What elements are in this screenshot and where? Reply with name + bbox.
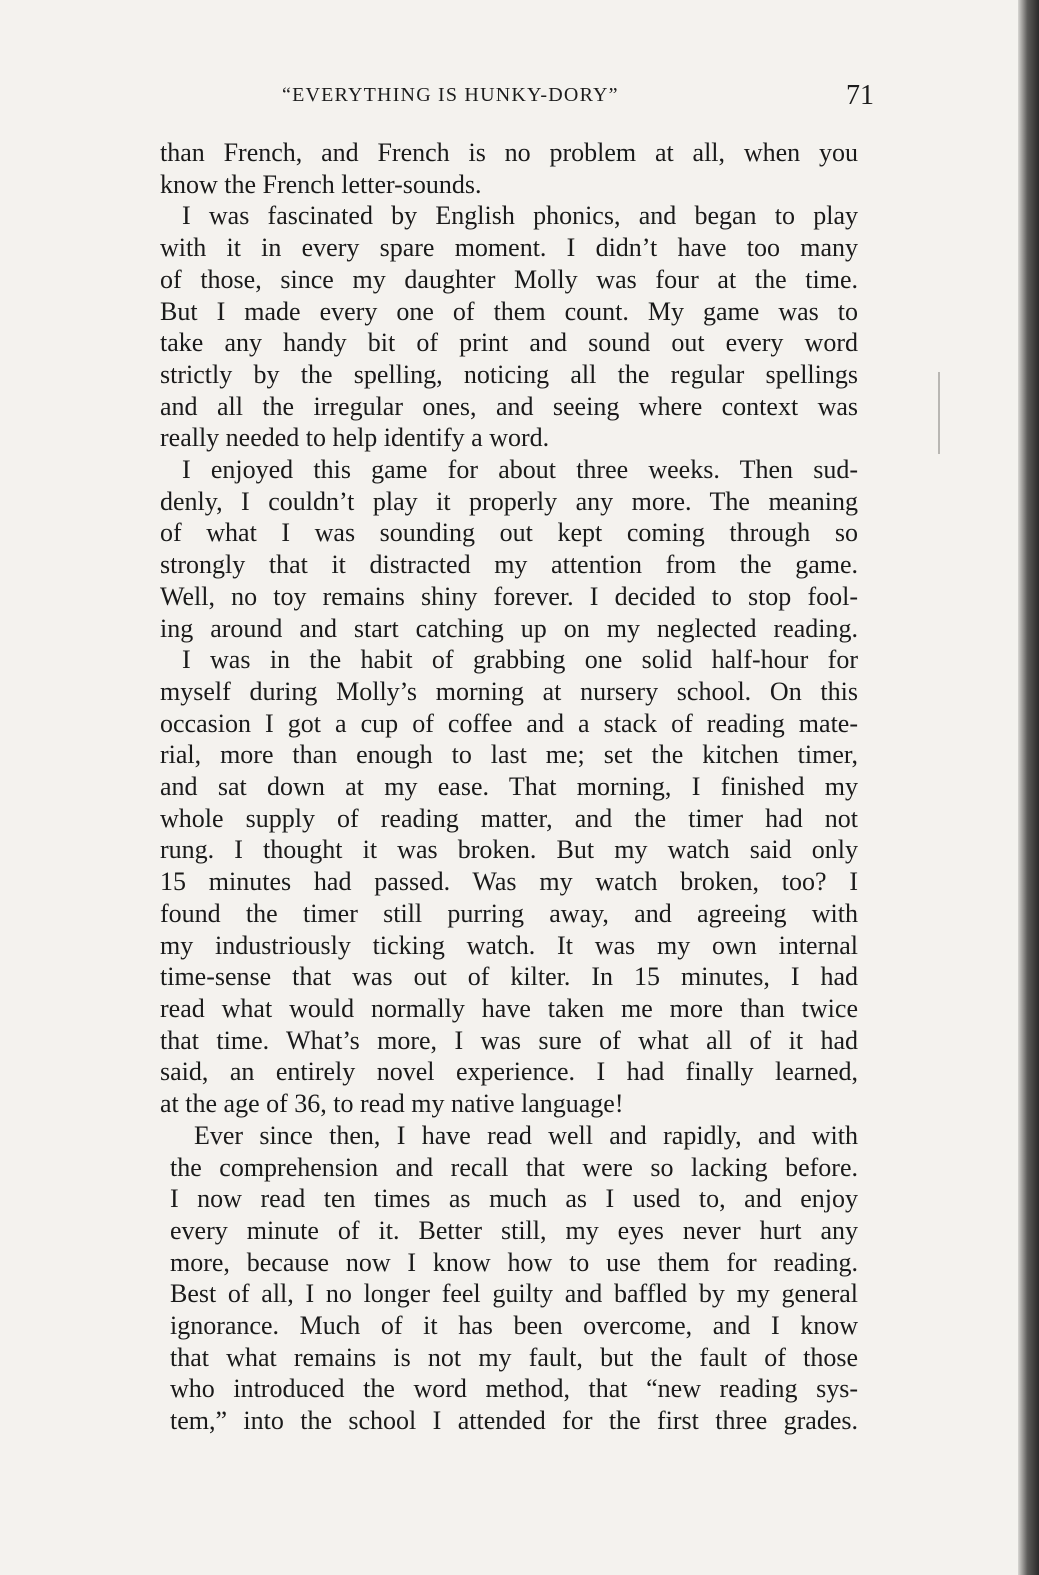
text-line: time-sense that was out of kilter. In 15 minutes, I had [160, 962, 858, 992]
text-line: that time. What’s more, I was sure of what all of it had [160, 1025, 858, 1055]
text-line: of what I was sounding out kept coming through so [160, 518, 858, 548]
text-line: 15 minutes had passed. Was my watch broken, too? I [160, 867, 858, 897]
text-line: found the timer still purring away, and agreeing with [160, 898, 858, 928]
text-line: occasion I got a cup of coffee and a stack of reading mate- [160, 708, 858, 738]
text-line: Ever since then, I have read well and rapidly, and with [194, 1120, 858, 1150]
text-line: I was fascinated by English phonics, and began to play [182, 201, 858, 231]
text-line: ignorance. Much of it has been overcome, and I know [170, 1311, 858, 1341]
text-line: myself during Molly’s morning at nursery school. On this [160, 676, 858, 706]
text-line: of those, since my daughter Molly was four at the time. [160, 264, 858, 294]
text-line: whole supply of reading matter, and the timer had not [160, 803, 858, 833]
text-line: Well, no toy remains shiny forever. I decided to stop fool- [160, 581, 858, 611]
text-line: Best of all, I no longer feel guilty and baffled by my general [170, 1279, 858, 1309]
text-line: and sat down at my ease. That morning, I finished my [160, 772, 858, 802]
text-line: know the French letter-sounds. [160, 169, 482, 199]
text-line: I was in the habit of grabbing one solid half-hour for [182, 645, 858, 675]
text-line: said, an entirely novel experience. I had finally learned, [160, 1057, 858, 1087]
text-line: I enjoyed this game for about three weeks. Then sud- [182, 455, 858, 485]
margin-mark [938, 372, 940, 454]
text-line: my industriously ticking watch. It was my own internal [160, 930, 858, 960]
text-line: denly, I couldn’t play it properly any more. The meaning [160, 486, 858, 516]
text-line: strictly by the spelling, noticing all the regular spellings [160, 359, 858, 389]
text-line: rial, more than enough to last me; set the kitchen timer, [160, 740, 858, 770]
text-line: at the age of 36, to read my native language! [160, 1089, 624, 1119]
running-head: “EVERYTHING IS HUNKY-DORY” [282, 84, 619, 106]
text-line: that what remains is not my fault, but the fault of those [170, 1342, 858, 1372]
text-line: with it in every spare moment. I didn’t have too many [160, 233, 858, 263]
text-line: tem,” into the school I attended for the first three grades. [170, 1406, 858, 1436]
text-line: and all the irregular ones, and seeing where context was [160, 391, 858, 421]
text-line: But I made every one of them count. My game was to [160, 296, 858, 326]
text-line: take any handy bit of print and sound out every word [160, 328, 858, 358]
body-text [160, 137, 858, 1437]
page-number: 71 [846, 80, 874, 111]
text-line: I now read ten times as much as I used to, and enjoy [170, 1184, 858, 1214]
text-line: rung. I thought it was broken. But my watch said only [160, 835, 858, 865]
text-line: ing around and start catching up on my neglected reading. [160, 613, 858, 643]
text-line: than French, and French is no problem at all, when you [160, 138, 858, 167]
text-line: who introduced the word method, that “new reading sys- [170, 1374, 858, 1404]
text-line: really needed to help identify a word. [160, 423, 550, 453]
text-line: read what would normally have taken me more than twice [160, 993, 858, 1023]
text-line: the comprehension and recall that were so lacking before. [170, 1152, 858, 1182]
text-line: every minute of it. Better still, my eyes never hurt any [170, 1215, 858, 1245]
text-line: strongly that it distracted my attention from the game. [160, 550, 858, 580]
book-spine-edge [1018, 0, 1039, 1575]
text-line: more, because now I know how to use them for reading. [170, 1247, 858, 1277]
